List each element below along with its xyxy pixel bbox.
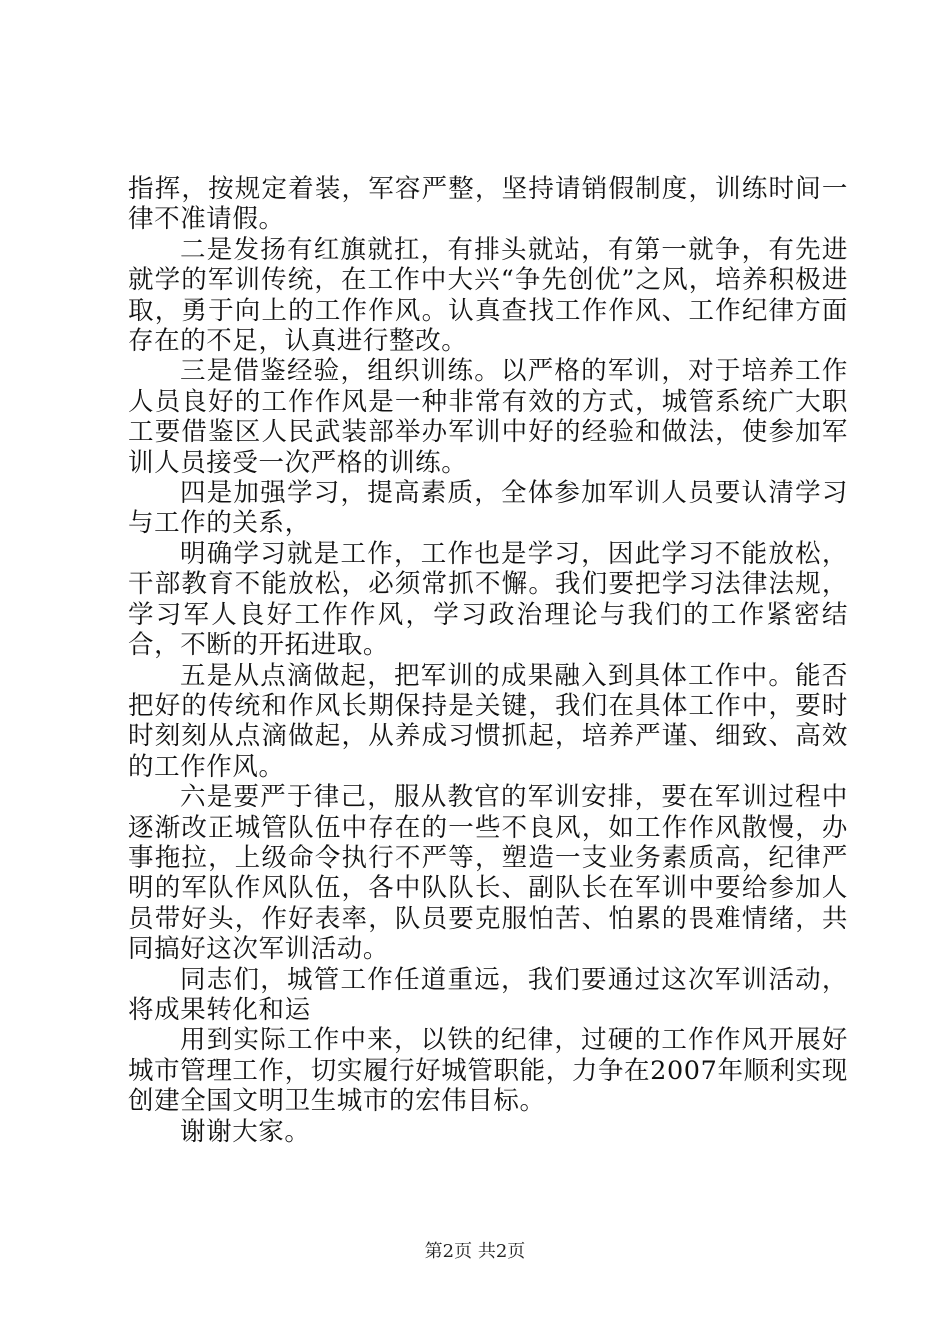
paragraph-5: 明确学习就是工作，工作也是学习，因此学习不能放松，干部教育不能放松，必须常抓不懈。我们要把学习法律法规，学习军人良好工作作风，学习政治理论与我们的工作紧密结合，不断的开拓进取。 xyxy=(128,538,848,661)
paragraph-1: 指挥，按规定着装，军容严整，坚持请销假制度，训练时间一律不准请假。 xyxy=(128,174,848,235)
paragraph-8: 同志们，城管工作任道重远，我们要通过这次军训活动，将成果转化和运 xyxy=(128,964,848,1025)
document-body xyxy=(128,174,848,1147)
paragraph-3: 三是借鉴经验，组织训练。以严格的军训，对于培养工作人员良好的工作作风是一种非常有效的方式，城管系统广大职工要借鉴区人民武装部举办军训中好的经验和做法，使参加军训人员接受一次严格的训练。 xyxy=(128,356,848,478)
paragraph-7: 六是要严于律己，服从教官的军训安排，要在军训过程中逐渐改正城管队伍中存在的一些不良风，如工作作风散慢，办事拖拉，上级命令执行不严等，塑造一支业务素质高，纪律严明的军队作风队伍，各中队队长、副队长在军训中要给参加人员带好头，作好表率，队员要克服怕苦、怕累的畏难情绪，共同搞好这次军训活动。 xyxy=(128,782,848,965)
paragraph-4: 四是加强学习，提高素质，全体参加军训人员要认清学习与工作的关系， xyxy=(128,478,848,539)
paragraph-2: 二是发扬有红旗就扛，有排头就站，有第一就争，有先进就学的军训传统，在工作中大兴“争先创优”之风，培养积极进取，勇于向上的工作作风。认真查找工作作风、工作纪律方面存在的不足，认真进行整改。 xyxy=(128,234,848,357)
paragraph-6: 五是从点滴做起，把军训的成果融入到具体工作中。能否把好的传统和作风长期保持是关键，我们在具体工作中，要时时刻刻从点滴做起，从养成习惯抓起，培养严谨、细致、高效的工作作风。 xyxy=(128,660,848,782)
paragraph-9: 用到实际工作中来，以铁的纪律，过硬的工作作风开展好城市管理工作，切实履行好城管职能，力争在2007年顺利实现创建全国文明卫生城市的宏伟目标。 xyxy=(128,1025,848,1117)
page-footer: 第2页 共2页 xyxy=(424,1241,526,1262)
paragraph-10: 谢谢大家。 xyxy=(180,1116,311,1147)
